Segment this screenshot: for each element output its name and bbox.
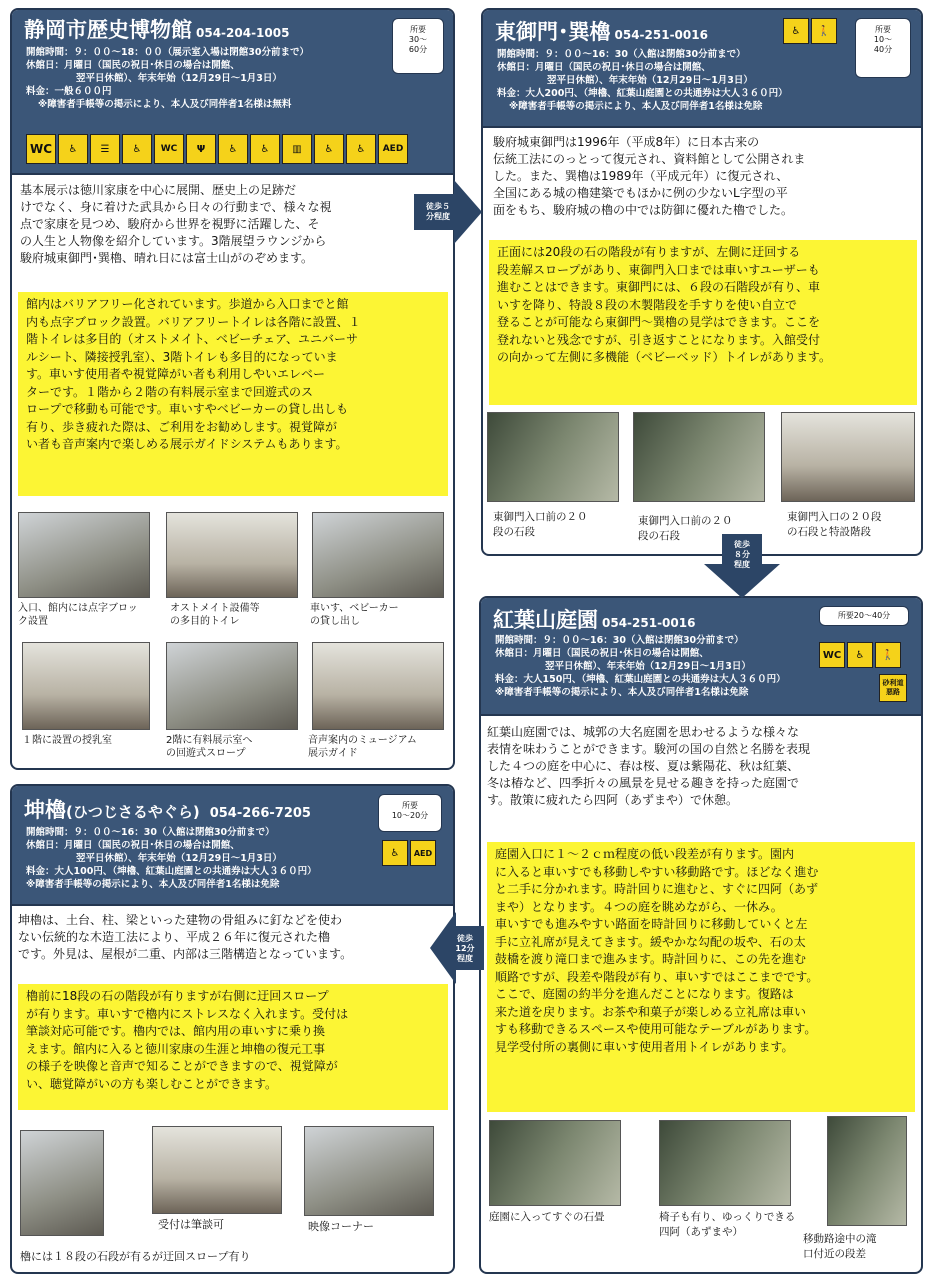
yagura-description: 坤櫓は、土台、柱、梁といった建物の骨組みに釘などを使わ ない伝統的な木造工法により、平成２６年に復元された櫓 です。外見は、屋根が二重、内部は三階構造となっています。 [18, 913, 353, 961]
yagura-title: 坤櫓 [24, 798, 66, 822]
museum-accessibility-box: 館内はバリアフリー化されています。歩道から入口までと館 内も点字ブロック設置。バリアフリートイレは各階に設置、１ 階トイレは多目的（オストメイト、ベビーチェア、ユニバーサ ルシート、隣接授乳室）、3階トイレも多目的になっていま す。車いす使用者や視覚障がい者も利用しやいエレベー ターです。１階から２階の有料展示室まで回遊式のス ロープで移動も可能です。車いすやベビーカーの貸し出しも 有り、歩き疲れた際は、ご利用をお勧めします。視覚障が い者も音声案内で楽しめる展示ガイドシステムもあります。 [18, 292, 448, 496]
east-gate-special-stairs-photo [781, 412, 915, 502]
garden-header [481, 598, 921, 716]
stairs-icon: 🚶 [811, 18, 837, 44]
east-gate-fee: 料金：大人200円、（坤櫓、紅葉山庭園との共通券は大人３６０円） [497, 88, 788, 99]
museum-wheelchair-photo [312, 512, 444, 598]
garden-tel: 054-251-0016 [602, 616, 696, 630]
yagura-note: ※障害者手帳等の掲示により、本人及び同伴者1名様は免除 [26, 879, 280, 890]
museum-title: 静岡市歴史博物館 [24, 18, 192, 42]
aed-icon: AED [410, 840, 436, 866]
museum-note: ※障害者手帳等の掲示により、本人及び同伴者1名様は無料 [38, 99, 292, 110]
east-gate-description: 駿府城東御門は1996年（平成8年）に日本古来の 伝統工法にのっとって復元され、資料館として公開されま した。また、巽櫓は1989年（平成元年）に復元され、 全国にある城の櫓建築でもほかに例の少ないL字型の平 面をもち、駿府城の櫓の中では防御に優れた櫓でした。 [493, 135, 806, 217]
east-gate-title: 東御門･巽櫓 [495, 20, 611, 44]
east-gate-stairs-photo-1 [487, 412, 619, 502]
yagura-facility-icons [382, 840, 436, 866]
nursing-icon: ♿ [58, 134, 88, 164]
museum-caption-audio-guide: 音声案内のミュージアム 展示ガイド [308, 735, 417, 759]
museum-toilet-photo [166, 512, 298, 598]
arrow-walk-5min: 徒歩５ 分程度 [414, 180, 482, 244]
guide-icon: ♿ [346, 134, 376, 164]
garden-accessibility-box: 庭園入口に１～２ｃｍ程度の低い段差が有ります。園内 に入ると車いすでも移動しやすい移動路です。ほどなく進む と二手に分かれます。時計回りに進むと、すぐに四阿（あず まや）となります。４つの庭を眺めながら、一休み。 車いすでも進みやすい路面を時計回りに移動していくと左 手に立礼席が見えてきます。緩やかな勾配の坂や、石の太 鼓橋を渡り滝口まで進みます。時計回りに、この先を進む 順路ですが、段差や階段が有り、車いすではここまでです。 ここで、庭園の約半分を進んだことになります。復路は 来た道を戻ります。お茶や和菓子が楽しめる立礼席は車い すも移動できるスペースや使用可能なテーブルがあります。 見学受付所の裏側に車いす使用者用トイレがあります。 [487, 842, 915, 1112]
garden-arbor-photo [659, 1120, 791, 1206]
ostomate-icon: Ψ [186, 134, 216, 164]
museum-header [12, 10, 453, 175]
panel-history-museum [10, 8, 455, 770]
yagura-closed: 休館日：月曜日（国民の祝日･休日の場合は開館、 [26, 840, 240, 851]
east-gate-caption-1: 東御門入口前の２０ 段の石段 [493, 511, 588, 538]
nursing-icon: ♿ [847, 642, 873, 668]
museum-slope-photo [166, 642, 298, 730]
wc-icon: WC [26, 134, 56, 164]
museum-closed: 休館日：月曜日（国民の祝日･休日の場合は開館、 [26, 60, 240, 71]
gravel-road-icon: 砂利道 悪路 [879, 674, 907, 702]
museum-hours: 開館時間：９：００～18：００（展示室入場は閉館30分前まで） [26, 47, 309, 58]
east-gate-stairs-photo-2 [633, 412, 765, 502]
museum-caption-toilet: オストメイト設備等 の多目的トイレ [170, 603, 260, 627]
garden-title: 紅葉山庭園 [493, 608, 598, 632]
panel-east-gate [481, 8, 923, 556]
garden-closed-2: 翌平日休館）、年末年始（12月29日～1月3日） [545, 661, 751, 672]
baby-chair-icon: ☰ [90, 134, 120, 164]
east-gate-closed-2: 翌平日休館）、年末年始（12月29日～1月3日） [547, 75, 753, 86]
museum-tel: 054-204-1005 [196, 26, 290, 40]
yagura-tel: 054-266-7205 [209, 806, 311, 821]
yagura-caption-video: 映像コーナー [308, 1220, 374, 1233]
arrow-walk-8min: 徒歩 ８分 程度 [704, 534, 780, 598]
east-gate-caption-2: 東御門入口前の２０ 段の石段 [638, 515, 733, 542]
museum-duration-badge: 所要 30～ 60分 [392, 18, 444, 74]
yagura-caption-reception: 受付は筆談可 [158, 1218, 224, 1231]
museum-caption-nursing: １階に設置の授乳室 [22, 735, 112, 746]
yagura-closed-2: 翌平日休館）、年末年始（12月29日～1月3日） [76, 853, 282, 864]
east-gate-closed: 休館日：月曜日（国民の祝日･休日の場合は開館、 [497, 62, 711, 73]
accessible-toilet-icon: ♿ [218, 134, 248, 164]
yagura-accessibility-box: 櫓前に18段の石の階段が有りますが右側に迂回スロープ が有ります。車いすで櫓内にストレスなく入れます。受付は 筆談対応可能です。櫓内では、館内用の車いすに乗り換 えます。館内に入ると徳川家康の生涯と坤櫓の復元工事 の様子を映像と音声で知ることができますので、視覚障が い、聴覚障がいの方も楽しむことができます。 [18, 984, 448, 1110]
garden-duration-badge: 所要20～40分 [819, 606, 909, 626]
locker-icon: ▥ [282, 134, 312, 164]
elevator-icon: ♿ [250, 134, 280, 164]
arrow-walk-12min: 徒歩 12分 程度 [430, 912, 484, 984]
wheelchair-rental-icon: ♿ [314, 134, 344, 164]
garden-facility-icons [819, 642, 901, 668]
east-gate-duration-badge: 所要 10～ 40分 [855, 18, 911, 78]
museum-entrance-photo [18, 512, 150, 598]
museum-caption-entrance: 入口、館内には点字ブロッ ク設置 [18, 603, 138, 627]
wc-icon: WC [819, 642, 845, 668]
yagura-duration-badge: 所要 10～20分 [378, 794, 442, 832]
east-gate-tel: 054-251-0016 [614, 28, 708, 42]
garden-hours: 開館時間：９：００～16：30（入館は閉館30分前まで） [495, 635, 744, 646]
garden-caption-arbor: 椅子も有り、ゆっくりできる 四阿（あずまや） [659, 1211, 796, 1238]
east-gate-caption-3: 東御門入口の２０段 の石段と特設階段 [787, 511, 882, 538]
museum-closed-2: 翌平日休館）、年末年始（12月29日～1月3日） [76, 73, 282, 84]
garden-closed: 休館日：月曜日（国民の祝日･休日の場合は開館、 [495, 648, 709, 659]
garden-stone-path-photo [489, 1120, 621, 1206]
garden-waterfall-step-photo [827, 1116, 907, 1226]
museum-description: 基本展示は徳川家康を中心に展開、歴史上の足跡だ けでなく、身に着けた武具から日々の行動まで、様々な視 点で家康を見つめ、駿府から世界を視野に活躍した、そ の人生と人物像を紹介しています。3階展望ラウンジから 駿府城東御門･巽櫓、晴れ日には富士山がのぞめます。 [20, 183, 332, 265]
baby-bed-icon: ♿ [122, 134, 152, 164]
museum-caption-slope: 2階に有料展示室へ の回遊式スロープ [166, 735, 253, 759]
yagura-title-reading: (ひつじさるやぐら) [66, 803, 200, 821]
yagura-reception-photo [152, 1126, 282, 1214]
panel-momijiyama-garden [479, 596, 923, 1274]
garden-caption-stone-path: 庭園に入ってすぐの石畳 [489, 1211, 605, 1223]
baby-toilet-icon: WC [154, 134, 184, 164]
stairs-icon: 🚶 [875, 642, 901, 668]
museum-audio-guide-photo [312, 642, 444, 730]
yagura-hours: 開館時間：９：００～16：30（入館は閉館30分前まで） [26, 827, 275, 838]
east-gate-hours: 開館時間：９：００～16：30（入館は閉館30分前まで） [497, 49, 746, 60]
wheelchair-icon: ♿ [382, 840, 408, 866]
yagura-caption-stairs: 櫓には１８段の石段が有るが迂回スロープ有り [20, 1250, 251, 1263]
garden-description: 紅葉山庭園では、城郭の大名庭園を思わせるような様々な 表情を味わうことができます。駿河の国の自然と名勝を表現 した４つの庭を中心に、春は桜、夏は紫陽花、秋は紅葉、 冬は椿など、四季折々の風景を見せる趣きを持った庭園で す。散策に疲れたら四阿（あずまや）で休憩。 [487, 725, 811, 807]
garden-note: ※障害者手帳等の掲示により、本人及び同伴者1名様は免除 [495, 687, 749, 698]
aed-icon: AED [378, 134, 408, 164]
east-gate-accessibility-box: 正面には20段の石の階段が有りますが、左側に迂回する 段差解スロープがあり、東御門入口までは車いすユーザーも 進むことはできます。東御門には、６段の石階段が有り、車 いすを降り、特設８段の木製階段を手すりを使い自立で 登ることが可能なら東御門～巽櫓の見学はできます。ここを 登れないと残念ですが、引き返すことになります。入館受付 の向かって左側に多機能（ベビーベッド）トイレがあります。 [489, 240, 917, 405]
panel-hitsujisaru-yagura [10, 784, 455, 1274]
yagura-header [12, 786, 453, 906]
east-gate-note: ※障害者手帳等の掲示により、本人及び同伴者1名様は免除 [509, 101, 763, 112]
museum-caption-wheelchair: 車いす、ベビーカー の貸し出し [310, 603, 399, 627]
east-gate-header [483, 10, 921, 128]
yagura-exterior-photo [20, 1130, 104, 1236]
wheelchair-icon: ♿ [783, 18, 809, 44]
east-gate-facility-icons [783, 18, 837, 44]
museum-fee: 料金：一般６００円 [26, 86, 112, 97]
museum-nursing-room-photo [22, 642, 150, 730]
yagura-fee: 料金：大人100円、（坤櫓、紅葉山庭園との共通券は大人３６０円） [26, 866, 317, 877]
garden-caption-waterfall: 移動路途中の滝 口付近の段差 [803, 1233, 877, 1260]
garden-fee: 料金：大人150円、（坤櫓、紅葉山庭園との共通券は大人３６０円） [495, 674, 786, 685]
museum-facility-icons [26, 134, 408, 164]
yagura-video-corner-photo [304, 1126, 434, 1216]
